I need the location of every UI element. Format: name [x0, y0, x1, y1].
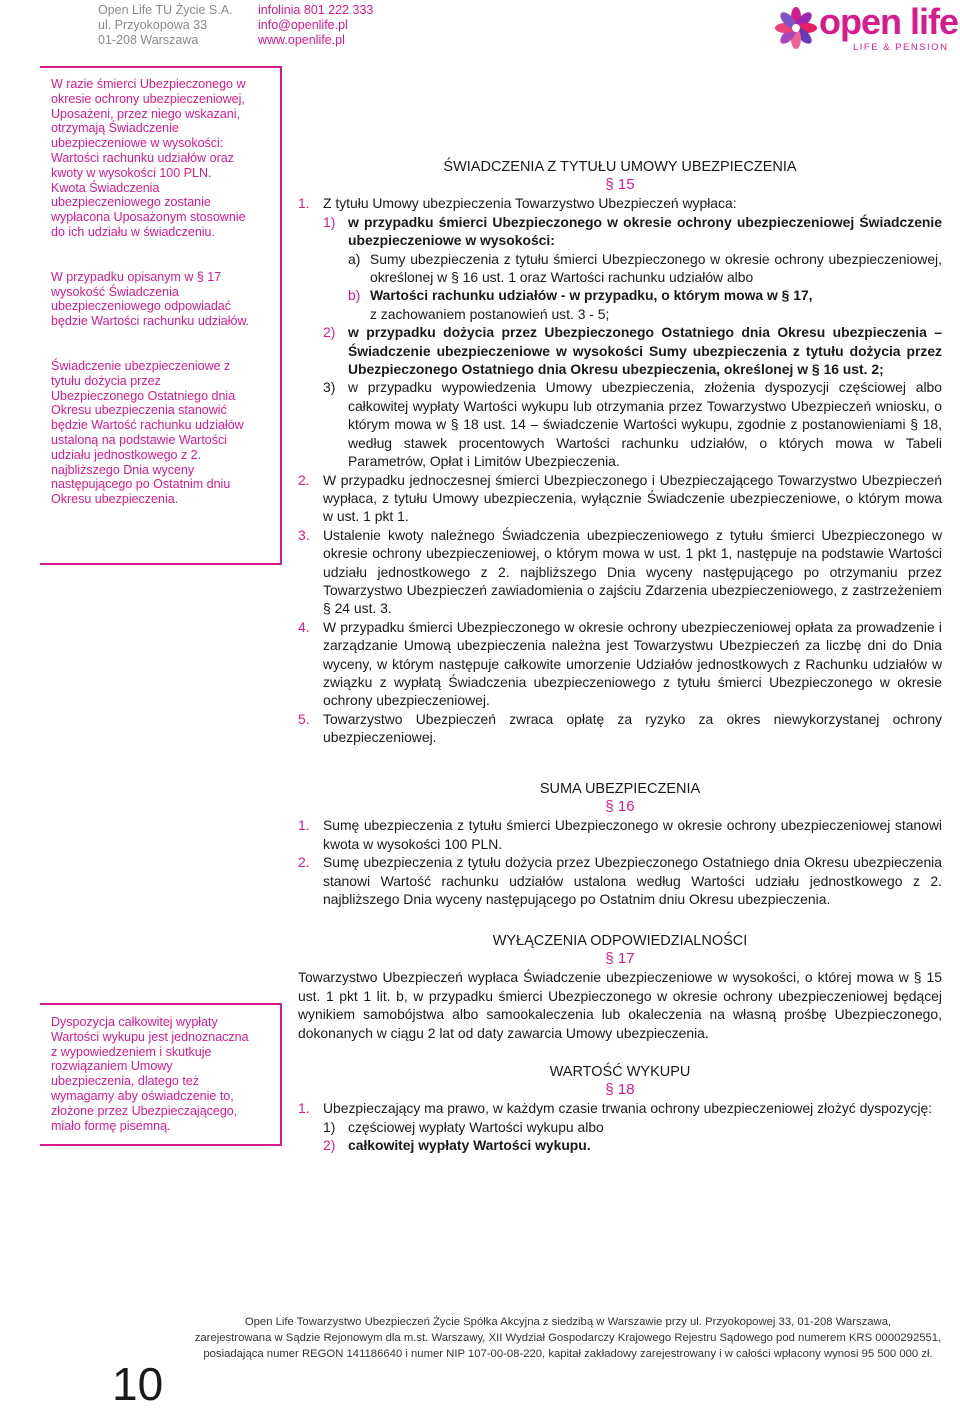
s15-item-1-3: w przypadku wypowiedzenia Umowy ubezpieczenia, złożenia dyspozycji częściowej albo całkowitej wypłaty Wartości wykupu lub otrzymania przez Towarzystwo Ubezpieczeń wniosku, o którym mowa w § 18 ust. 14 – świadczenie Wartości wykupu, zgodnie z postanowieniami § 18, według stawek procentowych Wartości rachunku udziałów, o których mowa w Tabeli Parametrów, Opłat i Limitów Ubezpieczenia. — [348, 379, 942, 470]
sub-number: 1) — [323, 1118, 336, 1135]
logo-sub: LIFE & PENSION — [853, 42, 949, 53]
company-contacts — [258, 3, 373, 48]
sub-number: 2) — [323, 1137, 336, 1154]
item-number: 1. — [298, 817, 310, 834]
item-number: 1. — [298, 1100, 310, 1117]
open-life-logo — [773, 3, 958, 55]
page-number: 10 — [112, 1358, 164, 1410]
section-15-title: ŚWIADCZENIA Z TYTUŁU UMOWY UBEZPIECZENIA — [443, 159, 797, 175]
sub-number: 2) — [323, 324, 336, 341]
s15-item-3: Ustalenie kwoty należnego Świadczenia ubezpieczeniowego z tytułu śmierci Ubezpieczonego w okresie ochrony ubezpieczeniowej, o którym mowa w ust. 1 pkt 1, następuje na podstawie Wartości udziału jednostkowego z 2. najbliższego Dnia wyceny następującego po otrzymaniu przez Towarzystwo Ubezpieczeń zawiadomienia o zajściu Zdarzenia ubezpieczeniowego, z zastrzeżeniem § 24 ust. 3. — [323, 526, 942, 617]
section-16-para: § 16 — [605, 798, 635, 816]
item-number: 3. — [298, 526, 310, 543]
item-number: 5. — [298, 710, 310, 727]
subsub-number: b) — [348, 287, 361, 304]
sidebar-note-p2: Kwota Świadczenia ubezpieczeniowego zostanie wypłacona Uposażonym stosownie do ich udziału w świadczeniu. — [51, 180, 246, 239]
section-16-title: SUMA UBEZPIECZENIA — [539, 781, 701, 797]
company-city: 01-208 Warszawa — [98, 33, 199, 47]
company-street: ul. Przyokopowa 33 — [98, 18, 208, 32]
section-18-title: WARTOŚĆ WYKUPU — [549, 1064, 691, 1080]
s15-item-1-1-b: z zachowaniem postanowień ust. 3 - 5; — [370, 305, 610, 322]
s15-item-1: Z tytułu Umowy ubezpieczenia Towarzystwo Ubezpieczeń wypłaca: — [323, 195, 737, 212]
section-15-para: § 15 — [605, 176, 635, 194]
s16-item-2: Sumę ubezpieczenia z tytułu dożycia przez Ubezpieczonego Ostatniego dnia Okresu ubezpieczenia stanowi Wartość rachunku udziałów ustalona według Wartości udziału jednostkowego z 2. najbliższego Dnia wyceny następującego po Ostatnim dniu Okresu ubezpieczenia. — [323, 854, 942, 908]
web-link[interactable]: www.openlife.pl — [258, 33, 345, 47]
s15-item-1-1-a: Sumy ubezpieczenia z tytułu śmierci Ubezpieczonego w okresie ochrony ubezpieczeniowej, określonej w § 16 ust. 1 oraz Wartości rachunku udziałów albo — [370, 250, 942, 286]
company-name: Open Life TU Życie S.A. — [98, 3, 233, 17]
s18-item-1-1: częściowej wypłaty Wartości wykupu albo — [348, 1118, 604, 1135]
section-17 — [298, 932, 942, 1042]
s15-item-1-1: w przypadku śmierci Ubezpieczonego w okresie ochrony ubezpieczeniowej Świadczenie ubezpieczeniowe w wysokości: — [348, 213, 942, 249]
sub-number: 3) — [323, 379, 336, 396]
phone: infolinia 801 222 333 — [258, 3, 374, 17]
s15-item-4: W przypadku śmierci Ubezpieczonego w okresie ochrony ubezpieczeniowej opłata za prowadzenie i zarządzanie Umową ubezpieczenia należna jest Towarzystwu Ubezpieczeń za liczbę dni do Dnia wyceny, w którym następuje całkowite umorzenie Udziałów jednostkowych z Rachunku udziałów w związku z wypłatą Świadczenia ubezpieczeniowego z tytułu śmierci Ubezpieczonego w okresie ochrony ubezpieczeniowej. — [323, 618, 942, 709]
subsub-number: a) — [348, 250, 361, 267]
section-15 — [298, 158, 942, 747]
s18-item-1-2: całkowitej wypłaty Wartości wykupu. — [348, 1137, 591, 1154]
s15-item-2: W przypadku jednoczesnej śmierci Ubezpieczonego i Ubezpieczającego Towarzystwo Ubezpieczeń wypłaca, z tytułu Umowy ubezpieczenia, wyłącznie Świadczenie ubezpieczeniowe, o którym mowa w ust. 1 pkt 1. — [323, 471, 942, 525]
sub-number: 1) — [323, 213, 336, 230]
item-number: 1. — [298, 195, 310, 212]
footer-line-2: zarejestrowana w Sądzie Rejonowym dla m.st. Warszawy, XII Wydział Gospodarczy Krajowego Rejestru Sądowego pod numerem KRS 0000292551, — [194, 1332, 942, 1344]
section-17-title: WYŁĄCZENIA ODPOWIEDZIALNOŚCI — [492, 933, 748, 949]
footer-line-3: posiadająca numer REGON 141186640 i numer NIP 107-00-08-220, kapitał zakładowy zarejestrowany i w całości wpłacony wynosi 95 500 000 zł. — [203, 1348, 933, 1360]
footer — [183, 1314, 953, 1362]
s15-item-1-1-b-bold: Wartości rachunku udziałów - w przypadku, o którym mowa w § 17, — [370, 287, 813, 304]
section-16 — [298, 780, 942, 908]
s15-item-1-2: w przypadku dożycia przez Ubezpieczonego Ostatniego dnia Okresu ubezpieczenia – Świadczenie ubezpieczeniowe w wysokości Sumy ubezpieczenia z tytułu dożycia przez Ubezpieczonego Ostatniego dnia Okresu ubezpieczenia, określonej w § 16 ust. 2; — [348, 324, 942, 378]
item-number: 2. — [298, 471, 310, 488]
section-18-para: § 18 — [605, 1081, 635, 1099]
sidebar-note-p1: W razie śmierci Ubezpieczonego w okresie ochrony ubezpieczeniowej, Uposażeni, przez niego wskazani, otrzymają Świadczenie ubezpieczeniowe w wysokości: Wartości rachunku udziałów oraz kwoty w wysokości 100 PLN. — [51, 77, 246, 180]
logo-name: open life — [819, 1, 959, 42]
flower-logo-icon — [773, 5, 819, 51]
s17-text: Towarzystwo Ubezpieczeń wypłaca Świadczenie ubezpieczeniowe w wysokości, o której mowa w § 15 ust. 1 pkt 1 lit. b, w przypadku śmierci Ubezpieczonego w okresie ochrony ubezpieczeniowej będącej wynikiem samobójstwa albo samookaleczenia lub okaleczenia na własną prośbę Ubezpieczonego, dokonanych w ciągu 2 lat od daty zawarcia Umowy ubezpieczenia. — [298, 969, 942, 1041]
sidebar-note-p4: Świadczenie ubezpieczeniowe z tytułu dożycia przez Ubezpieczonego Ostatniego dnia Okresu ubezpieczenia stanowić będzie Wartość rachunku udziałów ustaloną na podstawie Wartości udziału jednostkowego z 2. najbliższego Dnia wyceny następującego po Ostatnim dniu Okresu ubezpieczenia. — [51, 358, 244, 507]
item-number: 4. — [298, 618, 310, 635]
section-18 — [298, 1063, 942, 1155]
item-number: 2. — [298, 854, 310, 871]
sidebar-note-1 — [51, 77, 251, 521]
s18-item-1: Ubezpieczający ma prawo, w każdym czasie trwania ochrony ubezpieczeniowej złożyć dyspozycję: — [323, 1100, 933, 1117]
sidebar-note-2 — [51, 1015, 251, 1147]
company-address — [98, 3, 233, 48]
email-link[interactable]: info@openlife.pl — [258, 18, 348, 32]
s15-item-5: Towarzystwo Ubezpieczeń zwraca opłatę za ryzyko za okres niewykorzystanej ochrony ubezpieczeniowej. — [323, 710, 942, 746]
section-17-para: § 17 — [605, 950, 635, 968]
sidebar-note-p3: W przypadku opisanym w § 17 wysokość Świadczenia ubezpieczeniowego odpowiadać będzie Wartości rachunku udziałów. — [51, 269, 250, 329]
footer-line-1: Open Life Towarzystwo Ubezpieczeń Życie Spółka Akcyjna z siedzibą w Warszawie przy ul. Przyokopowej 33, 01-208 Warszawa, — [244, 1316, 892, 1328]
s16-item-1: Sumę ubezpieczenia z tytułu śmierci Ubezpieczonego w okresie ochrony ubezpieczeniowej stanowi kwota w wysokości 100 PLN. — [323, 817, 942, 852]
sidebar-note2-p1: Dyspozycja całkowitej wypłaty Wartości wykupu jest jednoznaczna z wypowiedzeniem i skutkuje rozwiązaniem Umowy ubezpieczenia, dlatego też wymagamy aby oświadczenie to, złożone przez Ubezpieczającego, miało formę pisemną. — [51, 1015, 249, 1133]
